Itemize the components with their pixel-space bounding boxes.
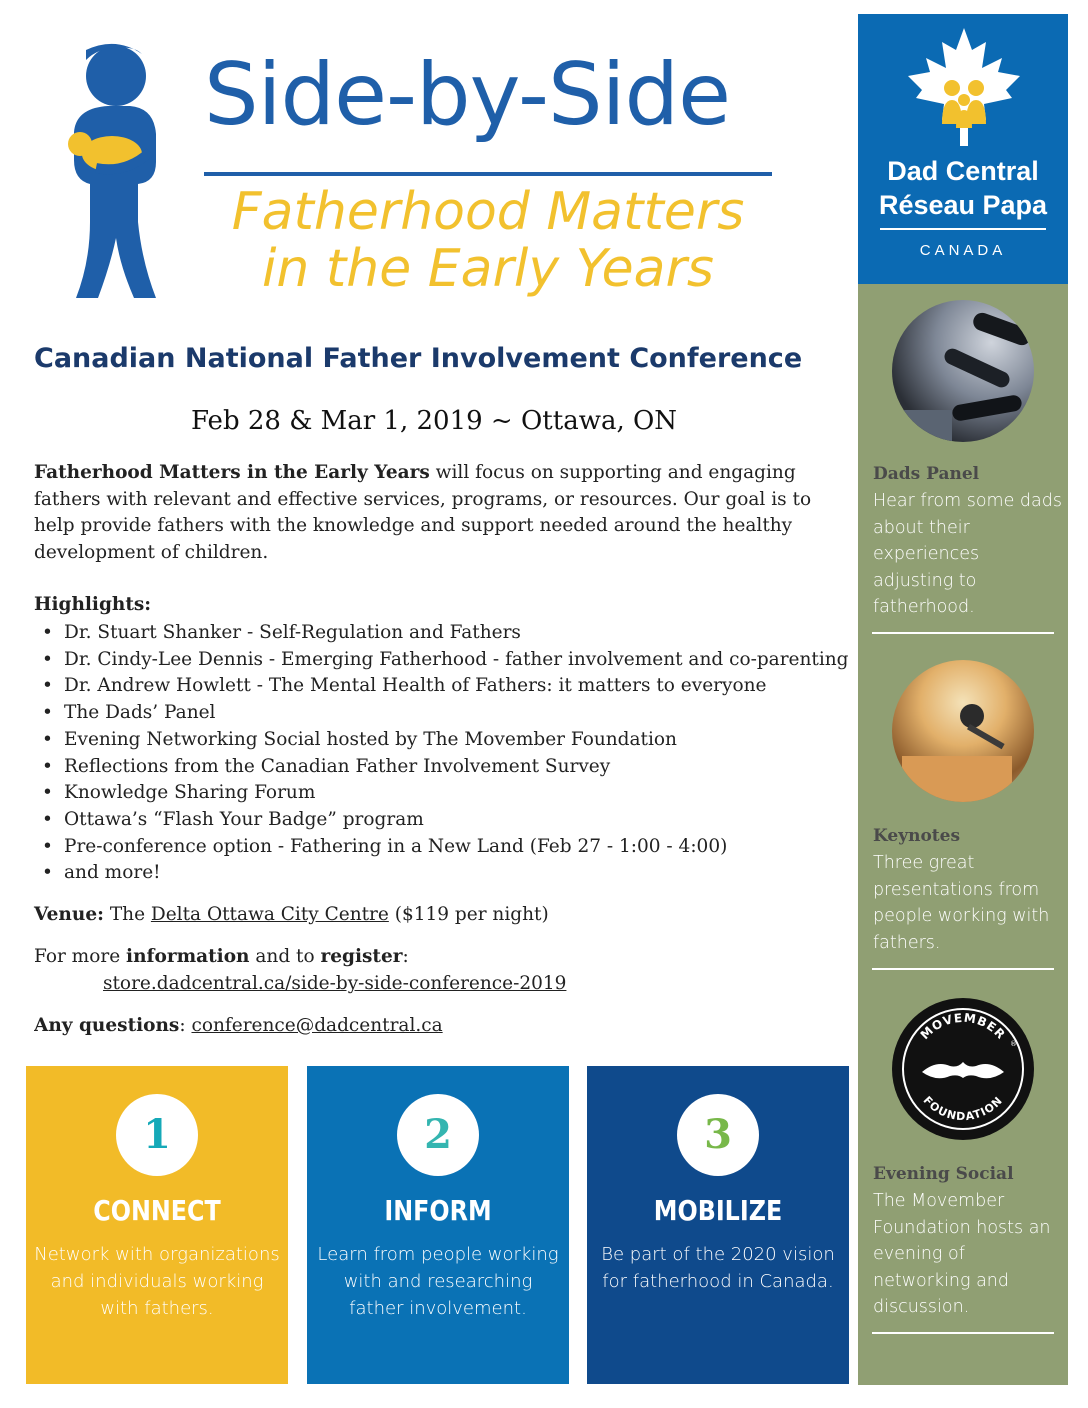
conference-date: Feb 28 & Mar 1, 2019 ~ Ottawa, ON [190, 406, 678, 436]
section-text: Three great presentations from people working with fathers. [873, 853, 1050, 953]
inform-box [307, 1066, 569, 1384]
intro-paragraph [34, 460, 844, 566]
registered-mark: ® [1010, 1040, 1017, 1048]
mobilize-box [587, 1066, 849, 1384]
box-text: Learn from people working with and researching father involvement. [317, 1244, 559, 1319]
conference-audience-photo [892, 660, 1034, 802]
info-mid: and to [249, 946, 321, 967]
movember-foundation-logo [892, 998, 1034, 1140]
register-link[interactable]: store.dadcentral.ca/side-by-side-conference-2019 [103, 973, 567, 994]
section-divider [872, 632, 1054, 634]
info-pre: For more [34, 946, 127, 967]
logo-subtitle-line2: in the Early Years [261, 239, 715, 299]
section-divider [872, 1332, 1054, 1334]
box-heading: CONNECT [93, 1194, 221, 1227]
dad-central-brand [858, 14, 1068, 284]
questions-line [34, 1015, 443, 1037]
box-heading: MOBILIZE [653, 1194, 783, 1227]
movember-top-text: MOVEMBER [917, 1010, 1009, 1043]
info-line [34, 946, 409, 967]
svg-text:MOVEMBER [918, 1011, 1009, 1043]
highlight-item: • Dr. Andrew Howlett - The Mental Health of Fathers: it matters to everyone [40, 673, 850, 700]
step-number: 3 [677, 1094, 759, 1176]
venue-line [34, 904, 549, 925]
father-holding-child-icon [46, 42, 176, 304]
intro-bold: Fatherhood Matters in the Early Years [34, 462, 430, 483]
maple-leaf-family-icon [906, 28, 1022, 148]
highlight-item: • Pre-conference option - Fathering in a New Land (Feb 27 - 1:00 - 4:00) [40, 834, 850, 861]
highlight-item: • and more! [40, 860, 850, 887]
intro-text: will focus on supporting and engaging fathers with relevant and effective services, programs, or resources. Our goal is to help provide fathers with the knowledge and support needed around the healthy development of children. [34, 462, 812, 563]
section-text: Hear from some dads about their experiences adjusting to fatherhood. [873, 491, 1062, 617]
email-link[interactable]: conference@dadcentral.ca [191, 1015, 443, 1036]
questions-label: Any questions [34, 1015, 180, 1036]
connect-box [26, 1066, 288, 1384]
movember-bottom-text: FOUNDATION [920, 1093, 1006, 1124]
highlight-item: • Ottawa’s “Flash Your Badge” program [40, 807, 850, 834]
highlight-item: • Reflections from the Canadian Father Involvement Survey [40, 754, 850, 781]
highlight-item: • Evening Networking Social hosted by The Movember Foundation [40, 727, 850, 754]
step-number: 2 [397, 1094, 479, 1176]
highlight-item: • The Dads’ Panel [40, 700, 850, 727]
venue-price: ($119 per night) [388, 904, 549, 925]
section-divider [872, 968, 1054, 970]
logo-title: Side-by-Side [204, 45, 731, 145]
highlights-heading: Highlights: [34, 594, 152, 615]
section-text: The Movember Foundation hosts an evening of networking and discussion. [873, 1191, 1051, 1317]
logo-divider [204, 172, 772, 176]
microphones-photo [892, 300, 1034, 442]
logo-subtitle-line1: Fatherhood Matters [231, 182, 745, 242]
section-heading: Dads Panel [873, 464, 980, 484]
info-bold-register: register [320, 946, 403, 967]
brand-line2: Réseau Papa [878, 190, 1048, 220]
box-heading: INFORM [384, 1194, 492, 1227]
highlight-item: • Dr. Cindy-Lee Dennis - Emerging Fatherhood - father involvement and co-parenting [40, 647, 850, 674]
box-text: Network with organizations and individuals working with fathers. [34, 1244, 280, 1319]
brand-divider [880, 228, 1046, 230]
highlight-item: • Knowledge Sharing Forum [40, 780, 850, 807]
venue-label: Venue: [34, 904, 104, 925]
section-heading: Keynotes [873, 826, 961, 846]
box-text: Be part of the 2020 vision for fatherhood in Canada. [601, 1244, 835, 1292]
section-heading: Evening Social [873, 1164, 1014, 1184]
venue-link[interactable]: Delta Ottawa City Centre [150, 904, 389, 925]
step-number: 1 [116, 1094, 198, 1176]
questions-colon: : [179, 1015, 192, 1036]
brand-line1: Dad Central [887, 156, 1039, 186]
highlight-item: • Dr. Stuart Shanker - Self-Regulation and Fathers [40, 620, 850, 647]
highlights-list [40, 620, 850, 887]
info-colon: : [402, 946, 409, 967]
svg-text:FOUNDATION [921, 1094, 1006, 1123]
sidebar [858, 284, 1068, 1385]
info-bold-information: information [126, 946, 250, 967]
moustache-icon [922, 1062, 1004, 1078]
conference-title: Canadian National Father Involvement Conference [34, 343, 803, 374]
venue-pre: The [103, 904, 151, 925]
brand-line3: CANADA [919, 242, 1007, 259]
